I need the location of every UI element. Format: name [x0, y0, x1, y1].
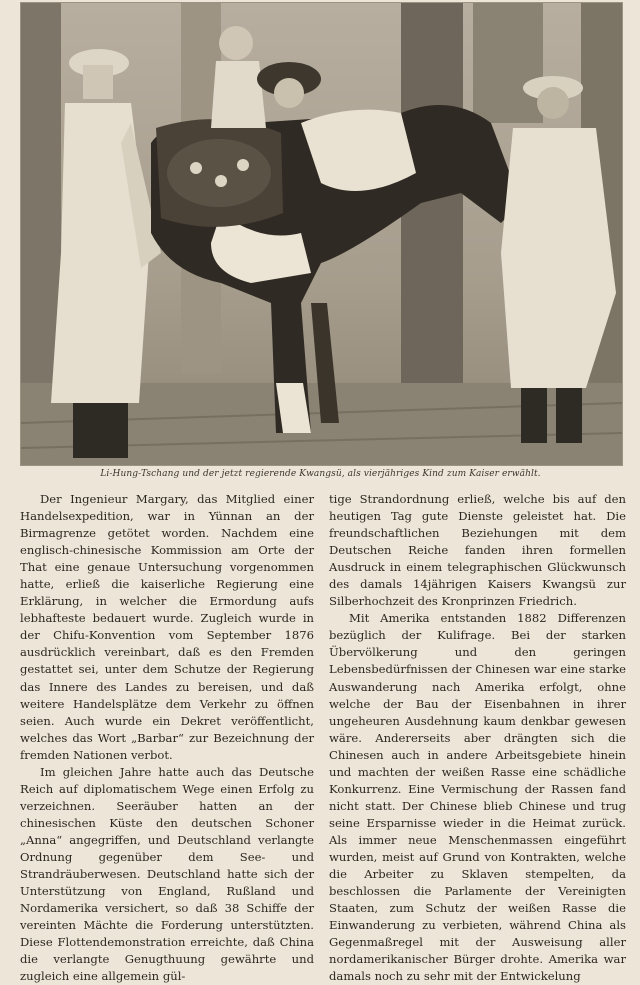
photo-caption: Li-Hung-Tschang und der jetzt regierende Kwangsü, als vierjähriges Kind zum Kaiser erwählt. [100, 469, 541, 479]
article-column-right [329, 491, 626, 985]
paragraph: Der Ingenieur Margary, das Mitglied einer Handelsexpedition, war in Yünnan an der Birmagrenze getötet worden. Nachdem eine englisch-chinesische Kommission am Orte der That eine genaue Untersuchung vorgenommen hatte, erließ die kaiserliche Regierung eine Erklärung, in welcher die Ermordung aufs lebhafteste bedauert wurde. Zugleich wurde in der Chifu-Konvention vom September 1876 ausdrücklich vereinbart, daß es den Fremden gestattet sei, unter dem Schutze der Regierung das Innere des Landes zu bereisen, und daß weitere Handelsplätze dem Verkehr zu öffnen seien. Auch wurde ein Dekret veröffentlicht, welches das Wort „Barbar“ zur Bezeichnung der fremden Nationen verbot. [20, 492, 314, 762]
paragraph: Im gleichen Jahre hatte auch das Deutsche Reich auf diplomatischem Wege einen Erfolg zu verzeichnen. Seeräuber hatten an der chinesischen Küste den deutschen Schoner „Anna“ angegriffen, und Deutschland verlangte Ordnung gegenüber dem See- und Strandräuberwesen. Deutschland hatte sich der Unterstützung von England, Rußland und Nordamerika versichert, so daß 38 Schiffe der vereinten Mächte die Forderung unterstützten. Diese Flottendemonstration erreichte, daß China die verlangte Genugthuung gewährte und zugleich eine allgemein gül- [20, 764, 314, 984]
paragraph: tige Strandordnung erließ, welche bis auf den heutigen Tag gute Dienste geleistet hat. Die freundschaftlichen Beziehungen mit dem Deutschen Reiche fanden ihren formellen Ausdruck in einem telegraphischen Glückwunsch des damals 14jährigen Kaisers Kwangsü zur Silberhochzeit des Kronprinzen Friedrich. [329, 492, 626, 609]
paragraph: Mit Amerika entstanden 1882 Differenzen bezüglich der Kulifrage. Bei der starken Übervölkerung und den geringen Lebensbedürfnissen der Chinesen war eine starke Auswanderung nach Amerika erfolgt, ohne welche der Bau der Eisenbahnen in ihrer ungeheuren Ausdehnung kaum denkbar gewesen wäre. Andererseits aber drängten sich die Chinesen auch in andere Arbeitsgebiete hinein und machten der weißen Rasse eine schädliche Konkurrenz. Eine Vermischung der Rassen fand nicht statt. Der Chinese blieb Chinese und trug seine Ersparnisse wieder in die Heimat zurück. Als immer neue Menschenmassen eingeführt wurden, meist auf Grund von Kontrakten, welche die Arbeiter zu Sklaven stempelten, da beschlossen die Parlamente der Vereinigten Staaten, zum Schutz der weißen Rasse die Einwanderung zu verbieten, während China als Gegenmaßregel mit der Ausweisung aller nordamerikanischer Bürger drohte. Amerika war damals noch zu sehr mit der Entwickelung [329, 611, 626, 984]
historical-photograph [20, 2, 623, 466]
article-column-left [20, 491, 314, 985]
